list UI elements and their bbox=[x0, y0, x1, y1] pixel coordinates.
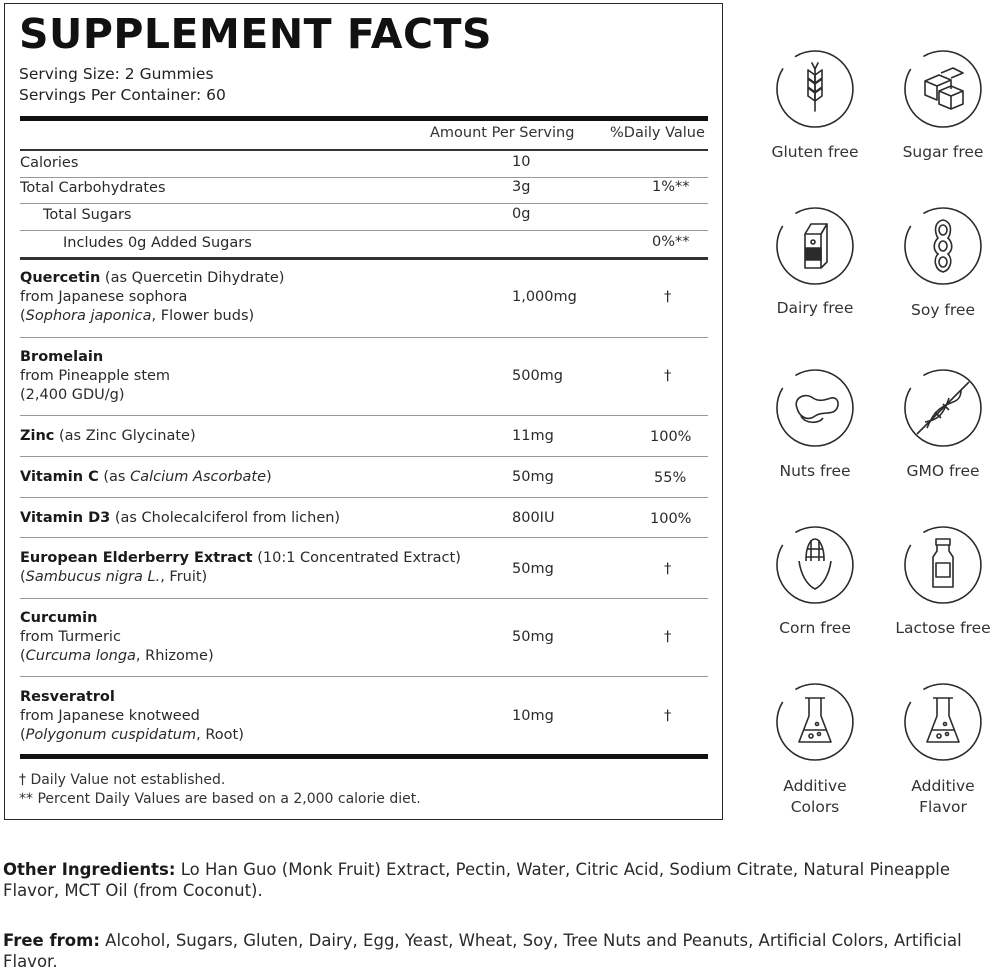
other-ingredients-text: Lo Han Guo (Monk Fruit) Extract, Pectin, Water, Citric Acid, Sodium Citrate, Natural Pineapple Flavor, MCT Oil (from Coconut). bbox=[3, 860, 951, 900]
divider-thin bbox=[20, 676, 708, 677]
supplement-facts-panel bbox=[4, 3, 723, 820]
soybean-icon bbox=[903, 206, 983, 286]
divider-thin bbox=[20, 497, 708, 498]
badge-label: Additive Flavor bbox=[911, 777, 975, 816]
ingredient-species: (Polygonum cuspidatum, Root) bbox=[20, 727, 244, 743]
ingredient-source: from Pineapple stem bbox=[20, 368, 171, 384]
ingredient-name: Resveratrol bbox=[20, 689, 115, 705]
col-amount-header: Amount Per Serving bbox=[430, 125, 575, 141]
ingredient-dv: † bbox=[664, 708, 672, 724]
ingredient-line: Vitamin D3 (as Cholecalciferol from lichen) bbox=[20, 510, 341, 526]
ingredient-source: from Turmeric bbox=[20, 629, 121, 645]
ingredient-source: from Japanese knotweed bbox=[20, 708, 200, 724]
divider-header bbox=[20, 149, 708, 151]
nutrient-name: Includes 0g Added Sugars bbox=[63, 235, 252, 251]
ingredient-line: European Elderberry Extract (10:1 Concentrated Extract) bbox=[20, 550, 461, 566]
badge-label: GMO free bbox=[906, 462, 980, 480]
divider-thin bbox=[20, 177, 708, 178]
ingredient-species: (Curcuma longa, Rhizome) bbox=[20, 648, 214, 664]
ingredient-line: Zinc (as Zinc Glycinate) bbox=[20, 428, 196, 444]
badge-label: Sugar free bbox=[902, 143, 984, 161]
free-from-text: Alcohol, Sugars, Gluten, Dairy, Egg, Yeast, Wheat, Soy, Tree Nuts and Peanuts, Artificial Colors, Artificial Flavor. bbox=[3, 931, 962, 971]
col-dv-header: %Daily Value bbox=[610, 125, 705, 141]
badge-label: Additive Colors bbox=[783, 777, 847, 816]
wheat-icon bbox=[775, 49, 855, 129]
serving-size: Serving Size: 2 Gummies bbox=[19, 65, 214, 83]
ingredient-amount: 50mg bbox=[512, 469, 554, 485]
ingredient-amount: 500mg bbox=[512, 368, 564, 384]
ingredient-dv: † bbox=[664, 629, 672, 645]
badge-label: Gluten free bbox=[771, 143, 859, 161]
free-from bbox=[3, 930, 993, 972]
badge-label: Soy free bbox=[911, 301, 975, 319]
divider-thin bbox=[20, 203, 708, 204]
badge-label: Lactose free bbox=[895, 619, 991, 637]
nutrient-name: Total Carbohydrates bbox=[20, 180, 166, 196]
ingredient-dv: 100% bbox=[650, 429, 692, 445]
ingredient-dv: 55% bbox=[654, 470, 687, 486]
free-from-label: Free from: bbox=[3, 931, 100, 950]
ingredient-amount: 800IU bbox=[512, 510, 555, 526]
ingredient-species: (Sophora japonica, Flower buds) bbox=[20, 308, 255, 324]
servings-per-container: Servings Per Container: 60 bbox=[19, 86, 226, 104]
ingredient-line: Quercetin (as Quercetin Dihydrate) bbox=[20, 270, 285, 286]
milk-bottle-icon bbox=[903, 525, 983, 605]
nutrient-name: Calories bbox=[20, 155, 79, 171]
nutrient-name: Total Sugars bbox=[43, 207, 132, 223]
ingredient-dv: † bbox=[664, 561, 672, 577]
milk-carton-icon bbox=[775, 206, 855, 286]
nutrient-amount: 10 bbox=[512, 154, 531, 170]
footnote-percent: ** Percent Daily Values are based on a 2,000 calorie diet. bbox=[19, 791, 421, 807]
ingredient-line: Vitamin C (as Calcium Ascorbate) bbox=[20, 469, 272, 485]
dna-icon bbox=[903, 368, 983, 448]
divider-thin bbox=[20, 456, 708, 457]
nutrient-dv: 0%** bbox=[652, 234, 690, 250]
divider-thin bbox=[20, 230, 708, 231]
ingredient-amount: 10mg bbox=[512, 708, 554, 724]
ingredient-amount: 50mg bbox=[512, 561, 554, 577]
ingredient-dv: 100% bbox=[650, 511, 692, 527]
ingredient-amount: 50mg bbox=[512, 629, 554, 645]
peanut-icon bbox=[775, 368, 855, 448]
ingredient-name: Curcumin bbox=[20, 610, 98, 626]
ingredient-amount: 11mg bbox=[512, 428, 554, 444]
ingredient-species: (Sambucus nigra L., Fruit) bbox=[20, 569, 208, 585]
ingredient-potency: (2,400 GDU/g) bbox=[20, 387, 125, 403]
divider-thin bbox=[20, 337, 708, 338]
badge-label: Corn free bbox=[779, 619, 851, 637]
ingredient-amount: 1,000mg bbox=[512, 289, 577, 305]
divider-thin bbox=[20, 537, 708, 538]
flask-icon bbox=[903, 682, 983, 762]
corn-icon bbox=[775, 525, 855, 605]
other-ingredients-label: Other Ingredients: bbox=[3, 860, 176, 879]
nutrient-dv: 1%** bbox=[652, 179, 690, 195]
footnote-dagger: † Daily Value not established. bbox=[19, 772, 226, 788]
badge-label: Dairy free bbox=[776, 299, 854, 317]
divider-section bbox=[20, 257, 708, 260]
ingredient-source: from Japanese sophora bbox=[20, 289, 188, 305]
nutrient-amount: 0g bbox=[512, 206, 531, 222]
facts-title: SUPPLEMENT FACTS bbox=[19, 10, 493, 58]
divider-thin bbox=[20, 598, 708, 599]
other-ingredients bbox=[3, 859, 993, 901]
divider-thick bbox=[20, 754, 708, 759]
badge-label: Nuts free bbox=[779, 462, 851, 480]
divider-thin bbox=[20, 415, 708, 416]
ingredient-dv: † bbox=[664, 368, 672, 384]
sugar-cubes-icon bbox=[903, 49, 983, 129]
nutrient-amount: 3g bbox=[512, 179, 531, 195]
flask-icon bbox=[775, 682, 855, 762]
ingredient-dv: † bbox=[664, 289, 672, 305]
divider-thick bbox=[20, 116, 708, 121]
ingredient-name: Bromelain bbox=[20, 349, 104, 365]
